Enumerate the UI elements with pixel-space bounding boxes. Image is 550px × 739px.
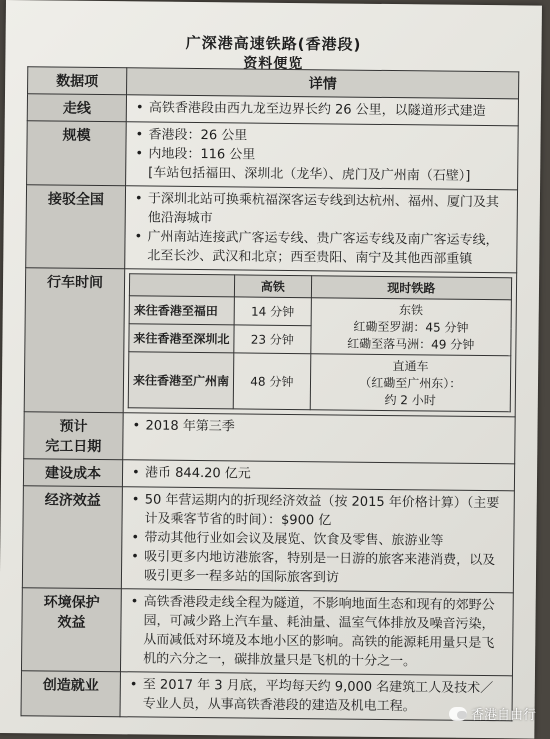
row-label: 规模 [27, 121, 127, 186]
list-item: • 至 2017 年 3 月底，平均每天约 9,000 名建筑工人及技术／专业人员，从事高铁香港段的建造及机电工程。 [143, 675, 506, 717]
header-item: 数据项 [28, 67, 127, 95]
watermark-text: 香港自由行 [471, 704, 536, 723]
row-label: 接驳全国 [26, 185, 126, 269]
timetable-current-rail: 直通车 （红磡至广州东）： 约 2 小时 [310, 354, 511, 412]
list-item: • 吸引更多内地访港旅客，特别是一日游的旅客来港消费，以及吸引更多一程多站的国际旅客到访 [144, 547, 507, 589]
row-detail [126, 122, 519, 190]
table-row [24, 268, 516, 417]
list-item: • 50 年营运期内的折现经济效益（按 2015 年价格计算）（主要计及乘客节省的时间）：$900 亿 [144, 490, 507, 532]
timetable-hsr-time: 48 分钟 [233, 353, 310, 410]
table-row [22, 486, 514, 593]
timetable-route: 来往香港至广州南 [128, 352, 234, 409]
row-detail [123, 269, 516, 417]
row-label: 建设成本 [23, 459, 122, 487]
row-label: 经济效益 [22, 486, 122, 589]
row-detail [122, 460, 514, 491]
list-item: • 高铁香港段走线全程为隧道，不影响地面生态和现有的郊野公园，可减少路上汽车量、耗油量、温室气体排放及噪音污染，从而减低对环境及本地小区的影响。高铁的能源耗用量只是飞机的六分之一，碳排放量只是飞机的十分之一。 [143, 592, 507, 672]
timetable-current-rail: 东铁 红磡至罗湖：45 分钟 红磡至落马洲：49 分钟 [310, 298, 511, 356]
row-detail [123, 413, 515, 464]
station-note: [车站包括福田、深圳北（龙华）、虎门及广州南（石壁）] [132, 163, 511, 186]
timetable-header: 高铁 [234, 275, 311, 298]
table-row [24, 412, 515, 464]
list-item: • 2018 年第三季 [145, 416, 508, 439]
timetable-route: 来往香港至深圳北 [129, 324, 234, 353]
timetable-row [129, 296, 511, 328]
list-item: • 于深圳北站可换乘杭福深客运专线到达杭州、福州、厦门及其他沿海城市 [148, 189, 511, 231]
table-row [21, 671, 512, 721]
row-detail [121, 487, 514, 593]
row-label: 环境保护 效益 [21, 588, 121, 672]
table-row [26, 185, 518, 273]
document-title: 广深港高速铁路(香港段) [5, 30, 541, 57]
table-row [21, 588, 513, 676]
list-item: • 带动其他行业如会议及展览、饮食及零售、旅游业等 [144, 528, 507, 551]
list-item: • 内地段：116 公里 [148, 145, 511, 168]
header-detail: 详情 [127, 68, 519, 99]
list-item: • 广州南站连接武广客运专线、贵广客运专线及南广客运专线，北至长沙、武汉和北京；西至贵阳、南宁及其他西部重镇 [147, 227, 510, 269]
row-label: 预计 完工日期 [24, 412, 123, 460]
list-item: • 香港段：26 公里 [148, 126, 511, 149]
timetable-row [128, 352, 511, 412]
list-item: • 港币 844.20 亿元 [145, 463, 508, 486]
wechat-icon [449, 707, 467, 721]
row-detail [126, 95, 518, 126]
row-label: 行车时间 [24, 268, 125, 413]
row-label: 创造就业 [21, 671, 120, 717]
timetable-route: 来往香港至福田 [129, 296, 234, 325]
watermark [449, 704, 536, 723]
document-subtitle: 资料便览 [5, 50, 541, 76]
timetable-hsr-time: 14 分钟 [234, 297, 311, 326]
timetable-header [129, 274, 234, 297]
timetable-header: 现时铁路 [311, 276, 512, 300]
row-detail [125, 186, 518, 273]
table-row [27, 121, 519, 190]
row-label: 走线 [27, 94, 126, 122]
list-item: • 高铁香港段由西九龙至边界长约 26 公里，以隧道形式建造 [149, 99, 512, 122]
travel-time-table [128, 273, 512, 412]
timetable-hsr-time: 23 分钟 [234, 325, 311, 354]
row-detail [120, 589, 513, 676]
fact-sheet-table [21, 66, 520, 721]
